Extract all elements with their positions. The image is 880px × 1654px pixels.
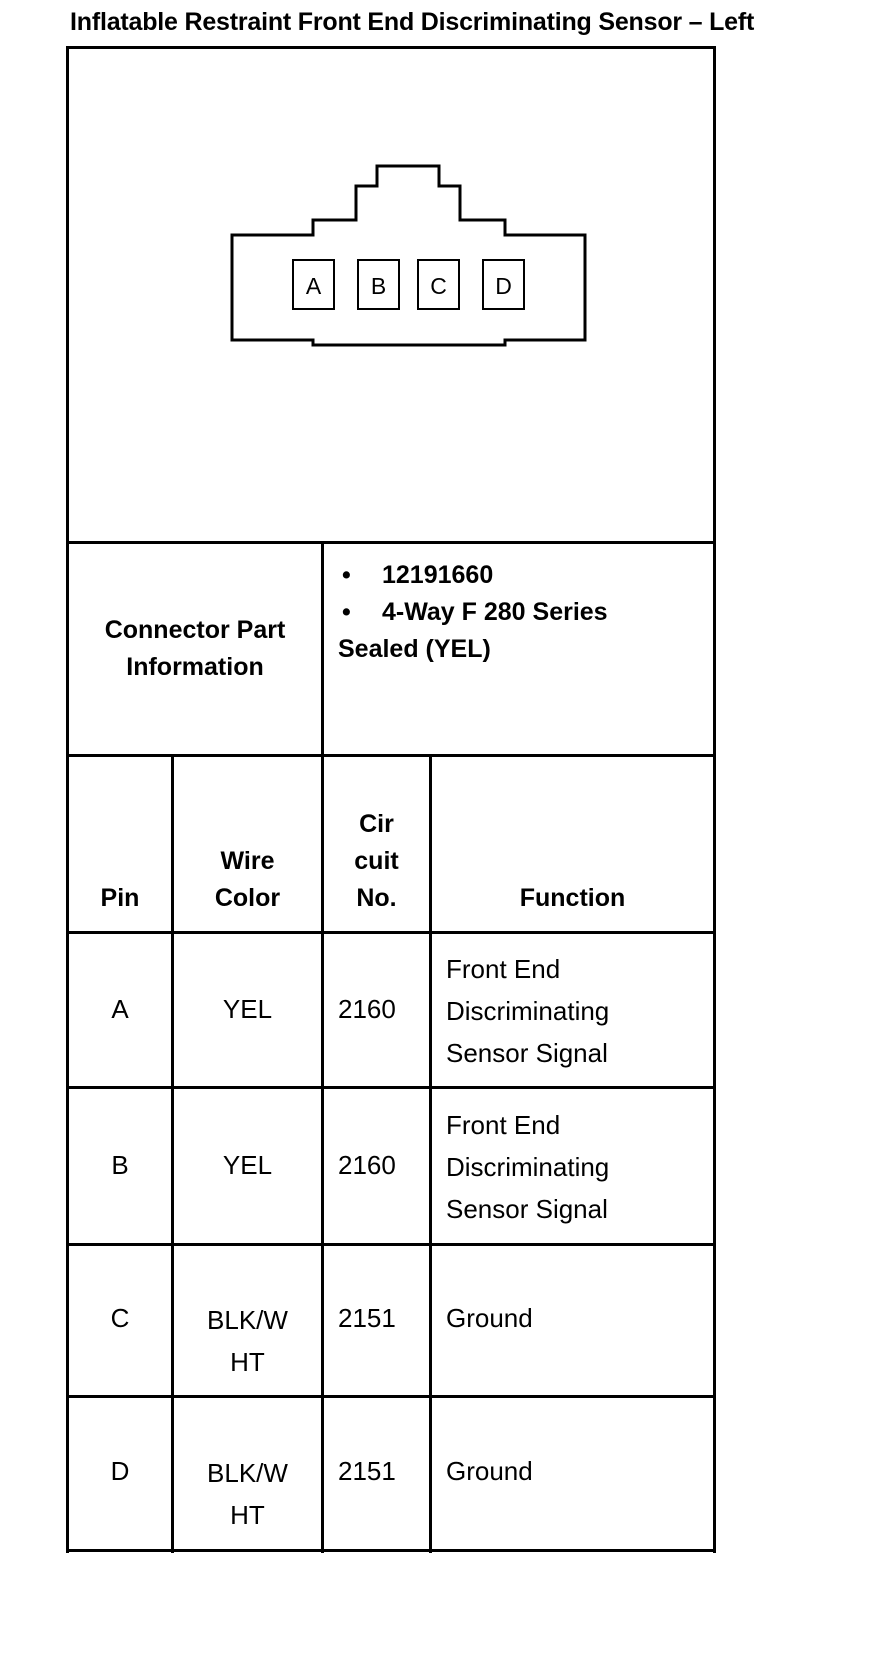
header-function: Function bbox=[519, 884, 626, 912]
divider-row-c bbox=[66, 1395, 716, 1398]
cell-function bbox=[446, 1104, 609, 1230]
cell-wire-color bbox=[174, 1146, 321, 1185]
pin-label-a: A bbox=[305, 273, 322, 299]
divider-row-b bbox=[66, 1243, 716, 1246]
cell-pin: D bbox=[110, 1456, 130, 1486]
cell-wire-color bbox=[174, 990, 321, 1029]
bottom-border bbox=[66, 1549, 716, 1552]
cell-function bbox=[446, 1299, 533, 1338]
divider-partinfo bbox=[66, 754, 716, 757]
cell-wire-line1: BLK/W bbox=[207, 1305, 288, 1335]
part-info-label bbox=[69, 612, 321, 686]
cell-function bbox=[446, 1452, 533, 1491]
divider-diagram bbox=[66, 541, 716, 544]
cell-wire-line1: YEL bbox=[222, 994, 273, 1024]
part-info-item-1: • 12191660 bbox=[342, 561, 494, 589]
pin-label-d: D bbox=[495, 273, 512, 299]
connector-description: 4-Way F 280 Series bbox=[382, 598, 608, 626]
part-info-label-line2: Information bbox=[126, 653, 264, 681]
divider-row-a bbox=[66, 1086, 716, 1089]
cell-function-line3: Sensor Signal bbox=[446, 1194, 608, 1224]
cell-wire-line2: HT bbox=[230, 1347, 265, 1377]
pin-label-c: C bbox=[430, 273, 447, 299]
connector-outline bbox=[232, 166, 585, 345]
cell-circuit: 2151 bbox=[338, 1303, 396, 1333]
cell-function-line1: Ground bbox=[446, 1303, 533, 1333]
cell-function-line1: Ground bbox=[446, 1456, 533, 1486]
cell-wire-line2: HT bbox=[230, 1500, 265, 1530]
cell-circuit: 2160 bbox=[338, 1150, 396, 1180]
cell-wire-color bbox=[174, 1452, 321, 1536]
right-border bbox=[713, 46, 716, 1553]
cell-wire-line1: BLK/W bbox=[207, 1458, 288, 1488]
part-number: 12191660 bbox=[382, 561, 494, 589]
cell-function bbox=[446, 948, 609, 1074]
cell-pin: B bbox=[111, 1150, 129, 1180]
cell-pin: A bbox=[111, 994, 129, 1024]
header-pin: Pin bbox=[100, 884, 140, 912]
cell-circuit: 2160 bbox=[338, 994, 396, 1024]
page-title: Inflatable Restraint Front End Discriminating Sensor – Left bbox=[70, 8, 755, 36]
top-border bbox=[66, 46, 716, 49]
connector-diagram bbox=[0, 0, 880, 560]
header-wire-color bbox=[174, 843, 321, 917]
header-circuit-line2: cuit bbox=[354, 847, 399, 875]
divider-header bbox=[66, 931, 716, 934]
part-info-label-line1: Connector Part bbox=[104, 616, 286, 644]
header-circuit-line1: Cir bbox=[359, 810, 394, 838]
col-divider-circuit bbox=[321, 541, 324, 1553]
header-wire-color-line1: Wire bbox=[220, 847, 275, 875]
cell-function-line1: Front End bbox=[446, 1110, 561, 1140]
cell-wire-color bbox=[174, 1299, 321, 1383]
header-circuit-no bbox=[324, 806, 429, 917]
pin-label-b: B bbox=[370, 273, 387, 299]
header-wire-color-line2: Color bbox=[214, 884, 281, 912]
cell-function-line2: Discriminating bbox=[446, 996, 610, 1026]
cell-function-line2: Discriminating bbox=[446, 1152, 610, 1182]
cell-circuit: 2151 bbox=[338, 1456, 396, 1486]
cell-function-line1: Front End bbox=[446, 954, 561, 984]
col-divider-function bbox=[429, 754, 432, 1553]
cell-pin: C bbox=[110, 1303, 130, 1333]
part-info-item-2: • 4-Way F 280 Series bbox=[342, 598, 608, 626]
part-info-list bbox=[338, 557, 608, 668]
connector-description-cont: Sealed (YEL) bbox=[338, 635, 491, 663]
cell-wire-line1: YEL bbox=[222, 1150, 273, 1180]
cell-function-line3: Sensor Signal bbox=[446, 1038, 608, 1068]
header-circuit-line3: No. bbox=[356, 884, 397, 912]
